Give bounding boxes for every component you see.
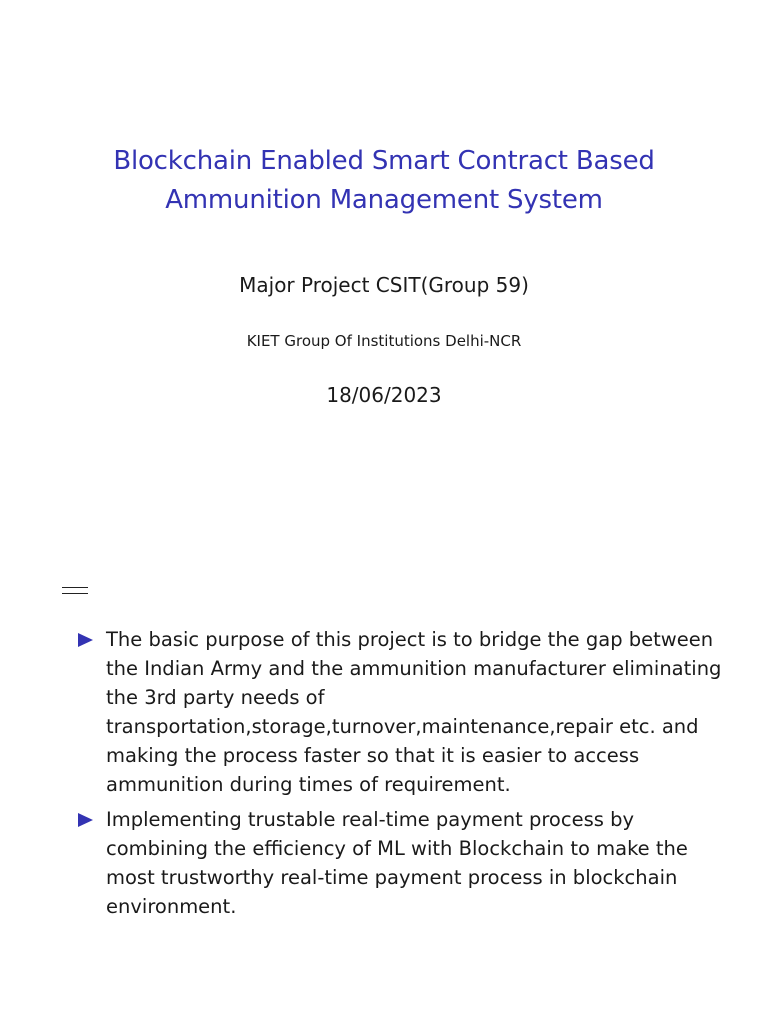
bullet-line: combining the efficiency of ML with Blockchain to make the (106, 837, 688, 860)
title-slide-title (0, 142, 768, 220)
bullet-line: the 3rd party needs of (106, 686, 325, 709)
bullet-line: Implementing trustable real-time payment process by (106, 808, 635, 831)
bullet-line: The basic purpose of this project is to bridge the gap between (106, 628, 714, 651)
bullet-line: most trustworthy real-time payment process in blockchain (106, 866, 678, 889)
triangle-bullet-icon (78, 633, 93, 647)
bullet-line: the Indian Army and the ammunition manufacturer eliminating (106, 657, 722, 680)
bullet-list (0, 625, 768, 927)
bullet-item-purpose (0, 625, 768, 799)
title-line-2: Ammunition Management System (165, 185, 603, 215)
bullet-line: ammunition during times of requirement. (106, 773, 511, 796)
bullet-line: environment. (106, 895, 237, 918)
title-line-1: Blockchain Enabled Smart Contract Based (113, 146, 655, 176)
double-rule-divider (62, 587, 88, 594)
bullet-item-payment (0, 805, 768, 921)
title-slide-date: 18/06/2023 (326, 383, 442, 407)
title-slide-subtitle: Major Project CSIT(Group 59) (239, 273, 529, 297)
triangle-bullet-icon (78, 813, 93, 827)
title-slide-institute: KIET Group Of Institutions Delhi-NCR (246, 332, 522, 350)
bullet-line: transportation,storage,turnover,maintenance,repair etc. and (106, 715, 699, 738)
bullet-line: making the process faster so that it is easier to access (106, 744, 640, 767)
